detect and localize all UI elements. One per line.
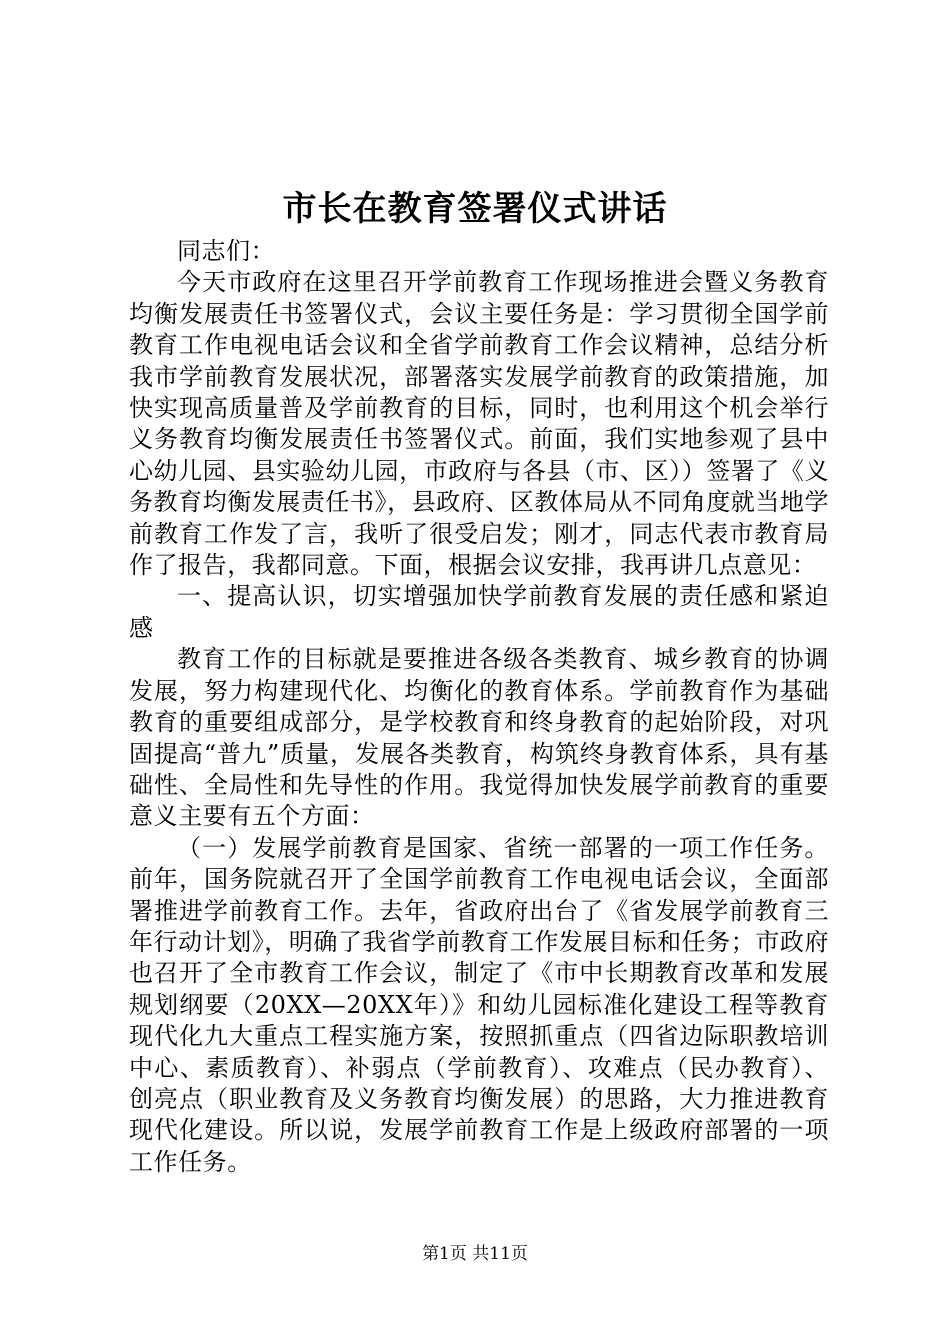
document-title: 市长在教育签署仪式讲话 (282, 189, 668, 229)
document-body (129, 236, 829, 1178)
body-paragraph: 教育工作的目标就是要推进各级各类教育、城乡教育的协调发展，努力构建现代化、均衡化的教育体系。学前教育作为基础教育的重要组成部分，是学校教育和终身教育的起始阶段，对巩固提高“普九”质量，发展各类教育，构筑终身教育体系，具有基础性、全局性和先导性的作用。我觉得加快发展学前教育的重要意义主要有五个方面： (129, 645, 829, 831)
page-footer: 第1页 共11页 (422, 1244, 528, 1264)
section-heading: 一、提高认识，切实增强加快学前教育发展的责任感和紧迫感 (129, 582, 829, 642)
body-paragraph: （一）发展学前教育是国家、省统一部署的一项工作任务。前年，国务院就召开了全国学前教育工作电视电话会议，全面部署推进学前教育工作。去年，省政府出台了《省发展学前教育三年行动计划》，明确了我省学前教育工作发展目标和任务；市政府也召开了全市教育工作会议，制定了《市中长期教育改革和发展规划纲要（20XX—20XX年）》和幼儿园标准化建设工程等教育现代化九大重点工程实施方案，按照抓重点（四省边际职教培训中心、素质教育）、补弱点（学前教育）、攻难点（民办教育）、创亮点（职业教育及义务教育均衡发展）的思路，大力推进教育现代化建设。所以说，发展学前教育工作是上级政府部署的一项工作任务。 (129, 833, 829, 1176)
body-paragraph: 今天市政府在这里召开学前教育工作现场推进会暨义务教育均衡发展责任书签署仪式，会议主要任务是：学习贯彻全国学前教育工作电视电话会议和全省学前教育工作会议精神，总结分析我市学前教育发展状况，部署落实发展学前教育的政策措施，加快实现高质量普及学前教育的目标，同时，也利用这个机会举行义务教育均衡发展责任书签署仪式。前面，我们实地参观了县中心幼儿园、县实验幼儿园，市政府与各县（市、区））签署了《义务教育均衡发展责任书》，县政府、区教体局从不同角度就当地学前教育工作发了言，我听了很受启发；刚才，同志代表市教育局作了报告，我都同意。下面，根据会议安排，我再讲几点意见： (129, 268, 829, 580)
salutation-paragraph: 同志们： (177, 237, 276, 265)
